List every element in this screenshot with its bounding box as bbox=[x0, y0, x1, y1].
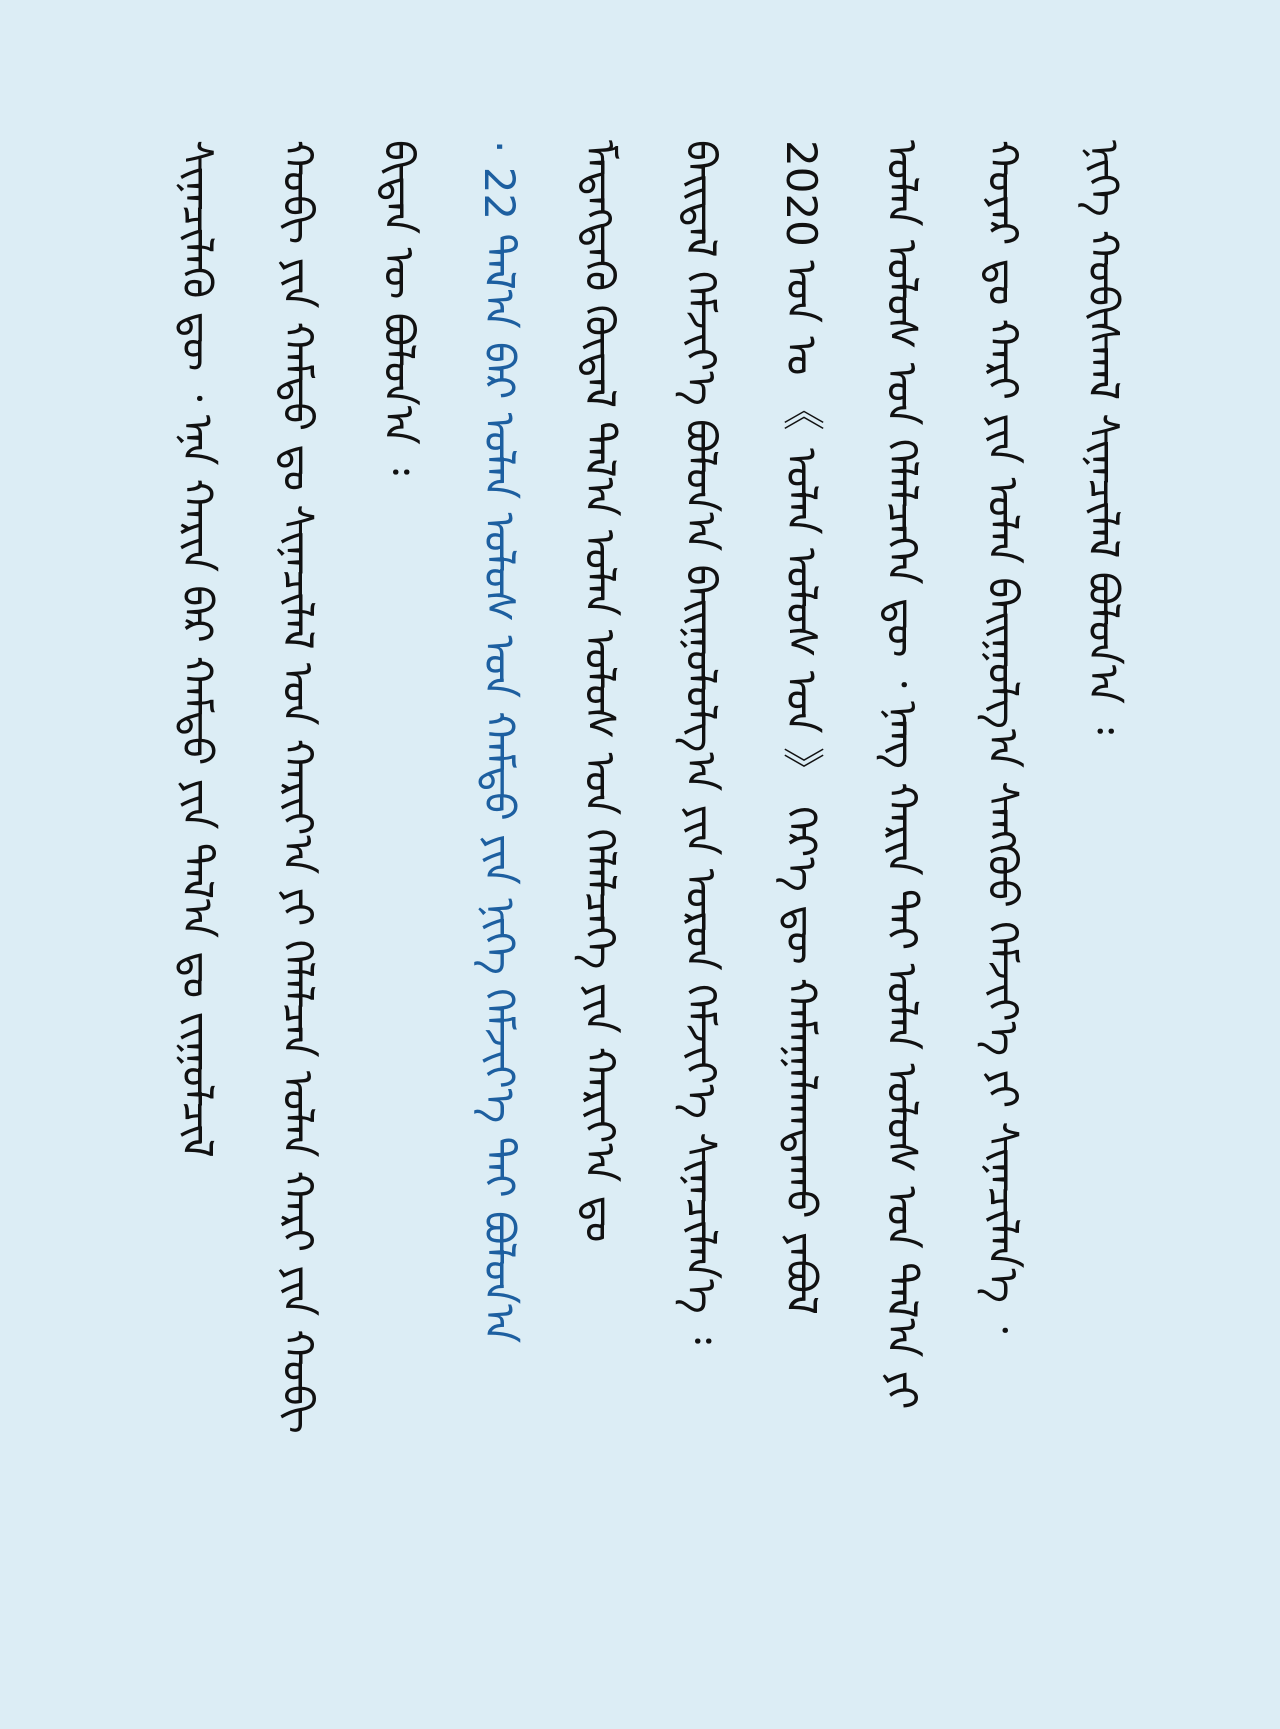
text-line-3: ᠣᠯᠠᠨ ᠤᠯᠤᠰ ᠤᠨ ᠬᠡᠯᠡᠯᠴᠡᠭᠡᠨ ᠳᠦ ᠂ ᠨᠡᠩ ᠬᠠᠷᠢᠨ ᠲᠠᠢ ᠣᠯᠠᠨ ᠤᠯᠤᠰ ᠤᠨ ᠲᠠᠯ᠎ᠠ ᠶᠢ bbox=[877, 140, 927, 1410]
text-line-1: ᠨᠢᠭᠡ ᠬᠤᠪᠢᠰᠬᠠᠯ ᠰᠢᠨᠡᠴᠢᠯᠡᠯ ᠪᠣᠯᠤᠨ᠎ᠠ ᠄ bbox=[1078, 140, 1128, 735]
text-line-5: ᠪᠠᠢᠳᠠᠯ ᠬᠡᠮᠵᠢᠶ᠎ᠡ ᠪᠣᠯᠤᠨ᠎ᠠ ᠪᠠᠢᠭᠤᠯᠤᠯᠭ᠎ᠠ ᠶᠢᠨ ᠣᠷᠤᠨ ᠬᠡᠮᠵᠢᠶ᠎ᠡ ᠰᠢᠨᠡᠴᠢᠯᠡᠨ᠎ᠡ ᠄ bbox=[676, 140, 726, 1345]
text-line-2: ᠬᠣᠶᠠᠷ ᠳᠤ ᠬᠠᠷᠢ ᠶᠢᠨ ᠣᠯᠠᠨ ᠪᠠᠢᠭᠤᠯᠭ᠎ᠠ ᠰᠠᠩᠬᠦᠦ ᠬᠡᠮᠵᠢᠶ᠎ᠡ ᠶᠢ ᠰᠢᠨᠡᠴᠢᠯᠡᠨ᠎ᠡ ᠂ bbox=[978, 140, 1028, 1334]
text-line-7-highlighted: · 22 ᠲᠠᠯ᠎ᠠ ᠪᠠᠷ ᠣᠯᠠᠨ ᠤᠯᠤᠰ ᠤᠨ ᠬᠠᠮᠲᠤ ᠶᠢᠨ ᠨᠢᠭᠡ ᠬᠡᠮᠵᠢᠶ᠎ᠡ ᠲᠠᠢ ᠪᠣᠯᠤᠨ᠎ᠠ bbox=[474, 140, 524, 1344]
text-line-10: ᠰᠢᠨᠡᠴᠢᠯᠡᠬᠦ ᠳᠦ ᠂ ᠡᠨᠡ ᠬᠠᠷᠢᠨ ᠪᠠᠷ ᠬᠠᠮᠲᠤ ᠶᠢᠨ ᠲᠠᠯ᠎ᠠ ᠳᠤ ᠵᠢᠭᠤᠯᠴᠢᠯ bbox=[173, 140, 222, 1158]
text-line-9: ᠬᠤᠪᠢ ᠶᠢᠨ ᠬᠠᠮᠲᠤ ᠳᠤ ᠰᠢᠨᠡᠴᠢᠯᠡᠯ ᠤᠨ ᠬᠠᠷᠢᠶ᠎ᠠ ᠶᠢ ᠬᠡᠯᠡᠯᠴᠡᠨ ᠣᠯᠠᠨ ᠬᠠᠷᠢ ᠶᠢᠨ ᠬᠤᠪᠢ bbox=[273, 140, 323, 1434]
text-line-4: 2020 ᠣᠨ ᠤ 《 ᠣᠯᠠᠨ ᠤᠯᠤᠰ ᠤᠨ 》 ᠭᠡᠷ᠎ᠡ ᠳᠦ ᠬᠠᠮᠠᠭᠠᠯᠠᠭᠳᠠᠬᠤ ᠶᠠᠪᠤᠯ bbox=[776, 140, 826, 1315]
text-line-8: ᠪᠢᠳᠡᠨ ᠦ ᠪᠣᠯᠤᠨ᠎ᠠ ᠄ bbox=[374, 140, 424, 476]
text-line-6: ᠮᠡᠳᠡᠭᠳᠡᠬᠦ ᠬᠦᠳᠡᠯ ᠲᠠᠯ᠎ᠠ ᠣᠯᠠᠨ ᠤᠯᠤᠰ ᠤᠨ ᠬᠡᠯᠡᠯᠴᠡᠭᠡ ᠶᠢᠨ ᠬᠠᠷᠢᠶ᠎ᠠ ᠳᠤ bbox=[575, 140, 625, 1243]
vertical-text-columns bbox=[150, 140, 1140, 1620]
